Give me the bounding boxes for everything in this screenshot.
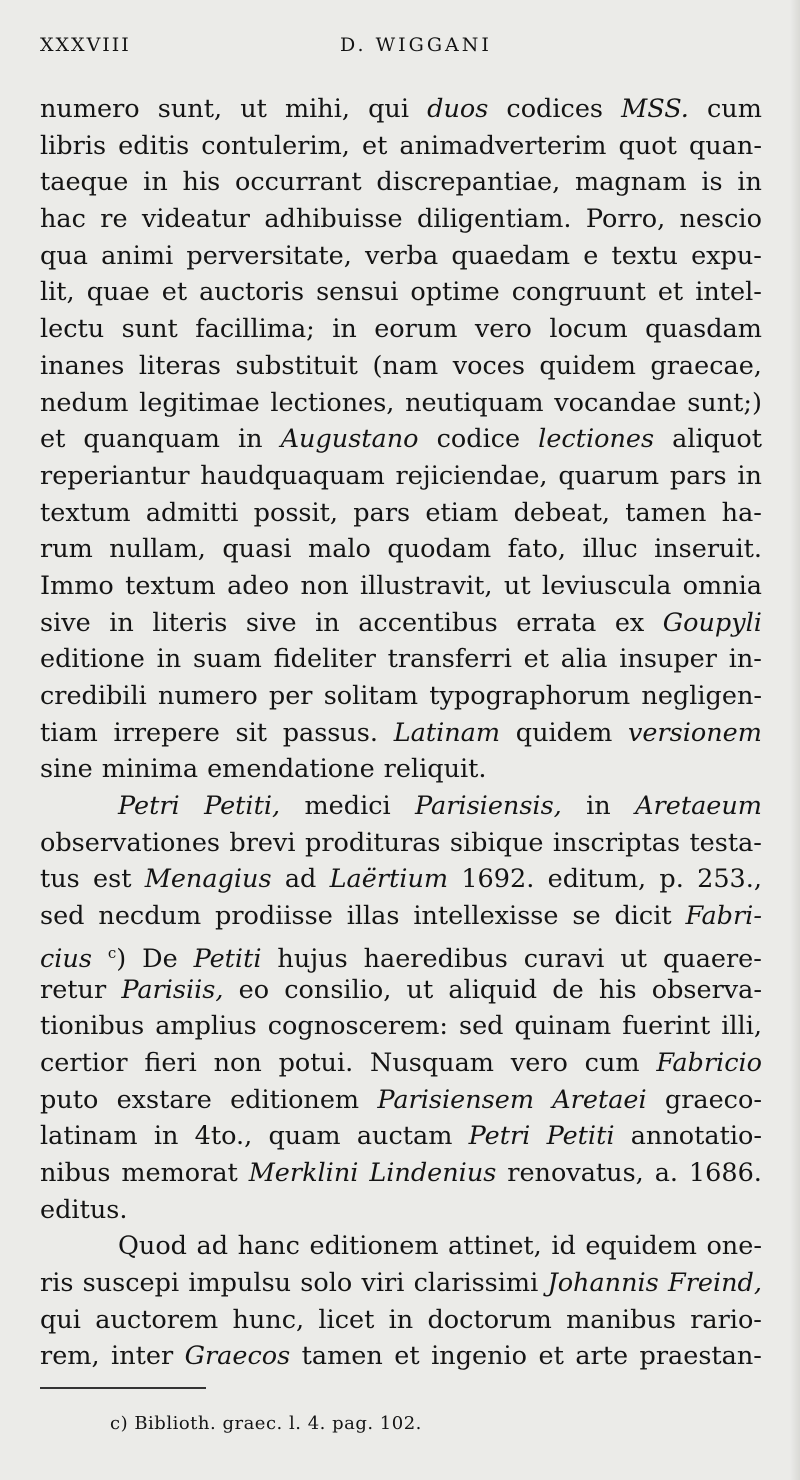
word: minima bbox=[101, 754, 199, 785]
word: amplius bbox=[155, 1011, 257, 1042]
word: numero bbox=[158, 681, 258, 711]
word: de bbox=[552, 974, 584, 1005]
text-line bbox=[40, 385, 762, 422]
text-line bbox=[40, 201, 762, 238]
word: sunt, bbox=[157, 94, 223, 124]
word: intel- bbox=[695, 277, 762, 308]
word: haeredibus bbox=[363, 943, 508, 974]
running-head bbox=[40, 34, 780, 64]
word: viri bbox=[361, 1268, 405, 1298]
word: clarissimi bbox=[413, 1268, 539, 1298]
word: leviuscula bbox=[541, 570, 672, 601]
word: duos bbox=[427, 94, 489, 124]
word: hunc, bbox=[232, 1304, 305, 1335]
word: contulerim, bbox=[201, 130, 350, 161]
word: quarum bbox=[558, 460, 660, 491]
word: numero bbox=[40, 94, 140, 124]
text-line bbox=[40, 605, 762, 642]
text-line bbox=[40, 1192, 762, 1229]
text-line bbox=[40, 348, 762, 385]
word: malo bbox=[308, 534, 371, 565]
word: animadverterim bbox=[399, 130, 607, 161]
word: codice bbox=[436, 424, 521, 455]
word: editionem bbox=[230, 1084, 360, 1115]
word: sive bbox=[245, 607, 297, 638]
word: ris bbox=[40, 1268, 74, 1298]
word: etiam bbox=[425, 497, 499, 528]
word: Petri bbox=[118, 791, 180, 822]
word: doctorum bbox=[427, 1304, 552, 1335]
word: quaedam bbox=[451, 240, 571, 271]
word: congruunt bbox=[511, 277, 646, 308]
word: 1686. bbox=[688, 1157, 762, 1188]
word: Porro, bbox=[585, 204, 666, 235]
word: diligentiam. bbox=[416, 204, 572, 235]
word: nescio bbox=[679, 204, 762, 235]
word: vero bbox=[474, 314, 532, 345]
word: Johannis bbox=[547, 1268, 659, 1298]
word: non bbox=[213, 1047, 262, 1078]
word: brevi bbox=[229, 827, 296, 858]
word: illas bbox=[346, 901, 400, 932]
word: tionibus bbox=[40, 1011, 145, 1042]
word: in- bbox=[728, 644, 762, 675]
word: sibique bbox=[449, 827, 544, 858]
word: legitimae bbox=[139, 387, 260, 418]
word: Freind, bbox=[668, 1268, 762, 1298]
word: lectiones, bbox=[270, 387, 395, 418]
word: qui bbox=[40, 1304, 81, 1335]
word: arte bbox=[575, 1341, 629, 1372]
word: pars bbox=[669, 460, 727, 491]
word: quidem bbox=[515, 717, 613, 748]
word: tiam bbox=[40, 717, 98, 748]
word: 1692. bbox=[461, 864, 535, 895]
word: in bbox=[586, 791, 611, 822]
text-line bbox=[40, 1082, 762, 1119]
word: versionem bbox=[627, 717, 762, 748]
word: illustravit, bbox=[360, 570, 493, 601]
word: quinam bbox=[514, 1011, 612, 1042]
word: et bbox=[538, 1341, 564, 1372]
word: illi, bbox=[721, 1011, 762, 1042]
word: et bbox=[523, 644, 549, 675]
word: in bbox=[315, 607, 340, 638]
word: solitam bbox=[323, 681, 419, 711]
word: magnam bbox=[575, 167, 687, 198]
word: fideliter bbox=[273, 644, 376, 675]
word: one- bbox=[706, 1231, 762, 1262]
word: prodituras bbox=[305, 827, 441, 858]
text-line bbox=[40, 641, 762, 678]
word: memorat bbox=[121, 1157, 238, 1188]
word: Merklini bbox=[248, 1157, 359, 1188]
word: sed bbox=[40, 901, 85, 932]
word: MSS. bbox=[621, 94, 689, 124]
text-line bbox=[40, 495, 762, 532]
word: verba bbox=[364, 240, 439, 271]
text-line bbox=[40, 1045, 762, 1082]
word: lit, bbox=[40, 277, 75, 308]
word: Immo bbox=[40, 570, 114, 601]
word: graeco- bbox=[664, 1084, 762, 1115]
word: ad bbox=[196, 1231, 229, 1262]
footnote: c) Biblioth. graec. l. 4. pag. 102. bbox=[110, 1413, 422, 1434]
word: animi bbox=[101, 240, 174, 271]
text-line bbox=[40, 1008, 762, 1045]
word: lectu bbox=[40, 314, 105, 345]
text-line bbox=[40, 1265, 762, 1302]
word: et bbox=[161, 277, 188, 308]
word: discrepantiae, bbox=[376, 167, 561, 198]
word: Fabricio bbox=[656, 1047, 762, 1078]
text-line bbox=[40, 1302, 762, 1339]
word: curavi bbox=[523, 943, 605, 974]
word: fato, bbox=[507, 534, 566, 565]
word: editus. bbox=[40, 1194, 128, 1225]
word: tamen bbox=[625, 497, 707, 528]
word: reliquit. bbox=[383, 754, 487, 785]
word: et bbox=[394, 1341, 420, 1372]
word: est bbox=[93, 864, 132, 895]
word: quasi bbox=[222, 534, 292, 565]
word: quodam bbox=[387, 534, 492, 565]
word: tus bbox=[40, 864, 80, 895]
text-line bbox=[40, 128, 762, 165]
word: Petri bbox=[468, 1121, 531, 1152]
word: editum, bbox=[547, 864, 647, 895]
word: irrepere bbox=[113, 717, 220, 748]
word: illuc bbox=[582, 534, 638, 565]
word: hac bbox=[40, 204, 86, 235]
word: literas bbox=[138, 350, 222, 381]
word: et bbox=[40, 424, 66, 455]
word: inseruit. bbox=[654, 534, 762, 565]
word: quan- bbox=[688, 130, 762, 161]
text-line bbox=[40, 568, 762, 605]
word: Lindenius bbox=[369, 1157, 497, 1188]
word: medici bbox=[304, 791, 391, 822]
text-line bbox=[40, 1338, 762, 1375]
word: ut bbox=[240, 94, 267, 124]
word: licet bbox=[318, 1304, 375, 1335]
word: per bbox=[268, 681, 313, 711]
word: puto bbox=[40, 1084, 99, 1115]
word: Graecos bbox=[184, 1341, 291, 1372]
word: editionem bbox=[309, 1231, 439, 1262]
word: tamen bbox=[301, 1341, 383, 1372]
word: attinet, bbox=[448, 1231, 542, 1262]
text-line bbox=[40, 274, 762, 311]
word: ingenio bbox=[431, 1341, 528, 1372]
word: transferri bbox=[387, 644, 512, 675]
word: inscriptas bbox=[552, 827, 681, 858]
word: nullam, bbox=[109, 534, 206, 565]
word: dicit bbox=[614, 901, 672, 932]
word: intellexisse bbox=[413, 901, 559, 932]
word: re bbox=[100, 204, 128, 235]
word: sunt;) bbox=[687, 387, 762, 418]
word: Aretaeum bbox=[635, 791, 762, 822]
word: sive bbox=[40, 607, 91, 638]
word: et bbox=[361, 130, 388, 161]
word: eo bbox=[238, 974, 270, 1005]
text-line bbox=[40, 91, 762, 128]
word: in bbox=[153, 1121, 179, 1152]
word: Latinam bbox=[393, 717, 501, 748]
word: Petiti, bbox=[204, 791, 281, 822]
word: his bbox=[598, 974, 637, 1005]
word: praestan- bbox=[639, 1341, 762, 1372]
word: Petiti bbox=[546, 1121, 615, 1152]
word: ex bbox=[614, 607, 645, 638]
word: Augustano bbox=[280, 424, 419, 455]
word: cognoscerem: bbox=[267, 1011, 448, 1042]
word: in bbox=[737, 460, 762, 491]
word: e bbox=[583, 240, 599, 271]
word: ut bbox=[620, 943, 648, 974]
word: suam bbox=[192, 644, 262, 675]
word: graecae, bbox=[650, 350, 762, 381]
word: certior bbox=[40, 1047, 128, 1078]
word: rario- bbox=[690, 1304, 762, 1335]
word: in bbox=[737, 167, 762, 198]
word: nedum bbox=[40, 387, 129, 418]
word: mihi, bbox=[284, 94, 350, 124]
word: qui bbox=[368, 94, 410, 124]
word: Goupyli bbox=[662, 607, 762, 638]
word: in bbox=[332, 314, 357, 345]
word: sed bbox=[459, 1011, 504, 1042]
word: quae bbox=[86, 277, 150, 308]
text-line bbox=[40, 238, 762, 275]
text-line bbox=[40, 861, 762, 898]
word: manibus bbox=[566, 1304, 676, 1335]
word: Laërtium bbox=[329, 864, 449, 895]
word: sine bbox=[40, 754, 93, 785]
word: vero bbox=[510, 1047, 568, 1078]
word: codices bbox=[506, 94, 603, 124]
word: typographorum bbox=[429, 681, 631, 711]
word: in bbox=[156, 644, 182, 675]
word: is bbox=[701, 167, 723, 198]
text-line bbox=[40, 898, 762, 935]
word: sit bbox=[235, 717, 267, 748]
footnote-marker: $^c$) bbox=[107, 943, 127, 974]
text-line bbox=[40, 825, 762, 862]
word: Menagius bbox=[144, 864, 272, 895]
word: adhibuisse bbox=[264, 204, 403, 235]
text-line bbox=[40, 935, 762, 972]
word: accentibus bbox=[358, 607, 498, 638]
word: rem, bbox=[40, 1341, 100, 1372]
word: necdum bbox=[98, 901, 202, 932]
word: quot bbox=[618, 130, 677, 161]
word: lectiones bbox=[538, 424, 655, 455]
word: voces bbox=[452, 350, 525, 381]
word: cum bbox=[707, 94, 762, 124]
word: qua bbox=[40, 240, 88, 271]
word: (nam bbox=[372, 350, 439, 381]
word: se bbox=[572, 901, 601, 932]
word: nibus bbox=[40, 1157, 111, 1188]
word: editione bbox=[40, 644, 145, 675]
word: eorum bbox=[374, 314, 458, 345]
word: in bbox=[109, 607, 134, 638]
word: optime bbox=[410, 277, 500, 308]
word: sunt bbox=[121, 314, 178, 345]
word: quaere- bbox=[662, 943, 762, 974]
text-line bbox=[40, 311, 762, 348]
word: inanes bbox=[40, 350, 125, 381]
text-line bbox=[40, 1155, 762, 1192]
word: aliquid bbox=[448, 974, 538, 1005]
word: insuper bbox=[619, 644, 717, 675]
word: vocandae bbox=[554, 387, 677, 418]
text-line bbox=[40, 1228, 762, 1265]
word: cum bbox=[584, 1047, 640, 1078]
word: passus. bbox=[282, 717, 379, 748]
word: emendatione bbox=[207, 754, 375, 785]
word: in bbox=[388, 1304, 414, 1335]
word: taeque bbox=[40, 167, 129, 198]
word: retur bbox=[40, 974, 107, 1005]
text-line bbox=[40, 164, 762, 201]
word: Petiti bbox=[193, 943, 262, 974]
word: editis bbox=[118, 130, 190, 161]
word: exstare bbox=[116, 1084, 212, 1115]
word: facillima; bbox=[195, 314, 315, 345]
word: consilio, bbox=[284, 974, 392, 1005]
word: Parisiensem bbox=[377, 1084, 535, 1115]
word: et bbox=[657, 277, 684, 308]
word: perversitate, bbox=[186, 240, 352, 271]
word: admitti bbox=[145, 497, 239, 528]
word: quidem bbox=[539, 350, 636, 381]
text-line bbox=[40, 1118, 762, 1155]
word: rejiciendae, bbox=[395, 460, 548, 491]
running-title: D. WIGGANI bbox=[340, 34, 492, 56]
word: ut bbox=[503, 570, 531, 601]
text-line bbox=[40, 458, 762, 495]
word: equidem bbox=[585, 1231, 697, 1262]
text-line bbox=[40, 751, 762, 788]
word: videatur bbox=[141, 204, 250, 235]
word: alia bbox=[560, 644, 608, 675]
word: p. bbox=[659, 864, 684, 895]
word: ad bbox=[284, 864, 317, 895]
word: fuerint bbox=[622, 1011, 711, 1042]
word: Aretaei bbox=[552, 1084, 647, 1115]
word: a. bbox=[654, 1157, 678, 1188]
word: observationes bbox=[40, 827, 221, 858]
word: ut bbox=[406, 974, 434, 1005]
footnote-rule bbox=[40, 1387, 206, 1389]
word: Parisiis, bbox=[121, 974, 224, 1005]
word: id bbox=[551, 1231, 576, 1262]
word: negligen- bbox=[641, 681, 762, 711]
page-number: XXXVIII bbox=[40, 34, 131, 56]
word: textu bbox=[611, 240, 678, 271]
word: auctorem bbox=[95, 1304, 219, 1335]
superscript: c bbox=[107, 943, 117, 962]
word: literis bbox=[152, 607, 228, 638]
text-line bbox=[40, 788, 762, 825]
word: cius bbox=[40, 943, 92, 974]
text-line bbox=[40, 715, 762, 752]
word: locum bbox=[549, 314, 628, 345]
word: suscepi bbox=[82, 1268, 180, 1298]
word: Nusquam bbox=[370, 1047, 494, 1078]
body-text bbox=[40, 91, 762, 1375]
word: omnia bbox=[682, 570, 762, 601]
word: rum bbox=[40, 534, 93, 565]
word: auctam bbox=[356, 1121, 453, 1152]
word: fieri bbox=[144, 1047, 197, 1078]
text-line bbox=[40, 678, 762, 715]
word: errata bbox=[516, 607, 597, 638]
word: prodiisse bbox=[215, 901, 333, 932]
word: inter bbox=[111, 1341, 174, 1372]
word: debeat, bbox=[513, 497, 610, 528]
word: hanc bbox=[237, 1231, 300, 1262]
word: auctoris bbox=[199, 277, 305, 308]
word: adeo bbox=[227, 570, 290, 601]
word: De bbox=[142, 943, 178, 974]
word: solo bbox=[300, 1268, 353, 1298]
word: non bbox=[300, 570, 349, 601]
word: quam bbox=[268, 1121, 341, 1152]
word: libris bbox=[40, 130, 107, 161]
word: pars bbox=[353, 497, 411, 528]
word: Quod bbox=[118, 1231, 188, 1262]
word: ha- bbox=[721, 497, 762, 528]
word: expu- bbox=[691, 240, 762, 271]
word: impulsu bbox=[188, 1268, 292, 1298]
word: renovatus, bbox=[507, 1157, 644, 1188]
word: latinam bbox=[40, 1121, 138, 1152]
word: Parisiensis, bbox=[415, 791, 562, 822]
word: 253., bbox=[697, 864, 762, 895]
word: in bbox=[237, 424, 263, 455]
word: possit, bbox=[253, 497, 339, 528]
word: hujus bbox=[277, 943, 348, 974]
word: textum bbox=[40, 497, 131, 528]
word: neutiquam bbox=[405, 387, 544, 418]
word: quanquam bbox=[83, 424, 220, 455]
word: observa- bbox=[651, 974, 762, 1005]
word: reperiantur bbox=[40, 460, 190, 491]
word: potui. bbox=[278, 1047, 354, 1078]
word: testa- bbox=[689, 827, 762, 858]
word: textum bbox=[125, 570, 216, 601]
word: annotatio- bbox=[630, 1121, 762, 1152]
text-line bbox=[40, 531, 762, 568]
word: aliquot bbox=[672, 424, 762, 455]
word: Fabri- bbox=[685, 901, 762, 932]
word: credibili bbox=[40, 681, 147, 711]
text-line bbox=[40, 421, 762, 458]
word: 4to., bbox=[194, 1121, 253, 1152]
word: substituit bbox=[235, 350, 358, 381]
word: his bbox=[182, 167, 221, 198]
word: in bbox=[143, 167, 168, 198]
word: quasdam bbox=[645, 314, 762, 345]
word: occurrant bbox=[235, 167, 362, 198]
word: haudquaquam bbox=[200, 460, 385, 491]
word: sensui bbox=[316, 277, 399, 308]
